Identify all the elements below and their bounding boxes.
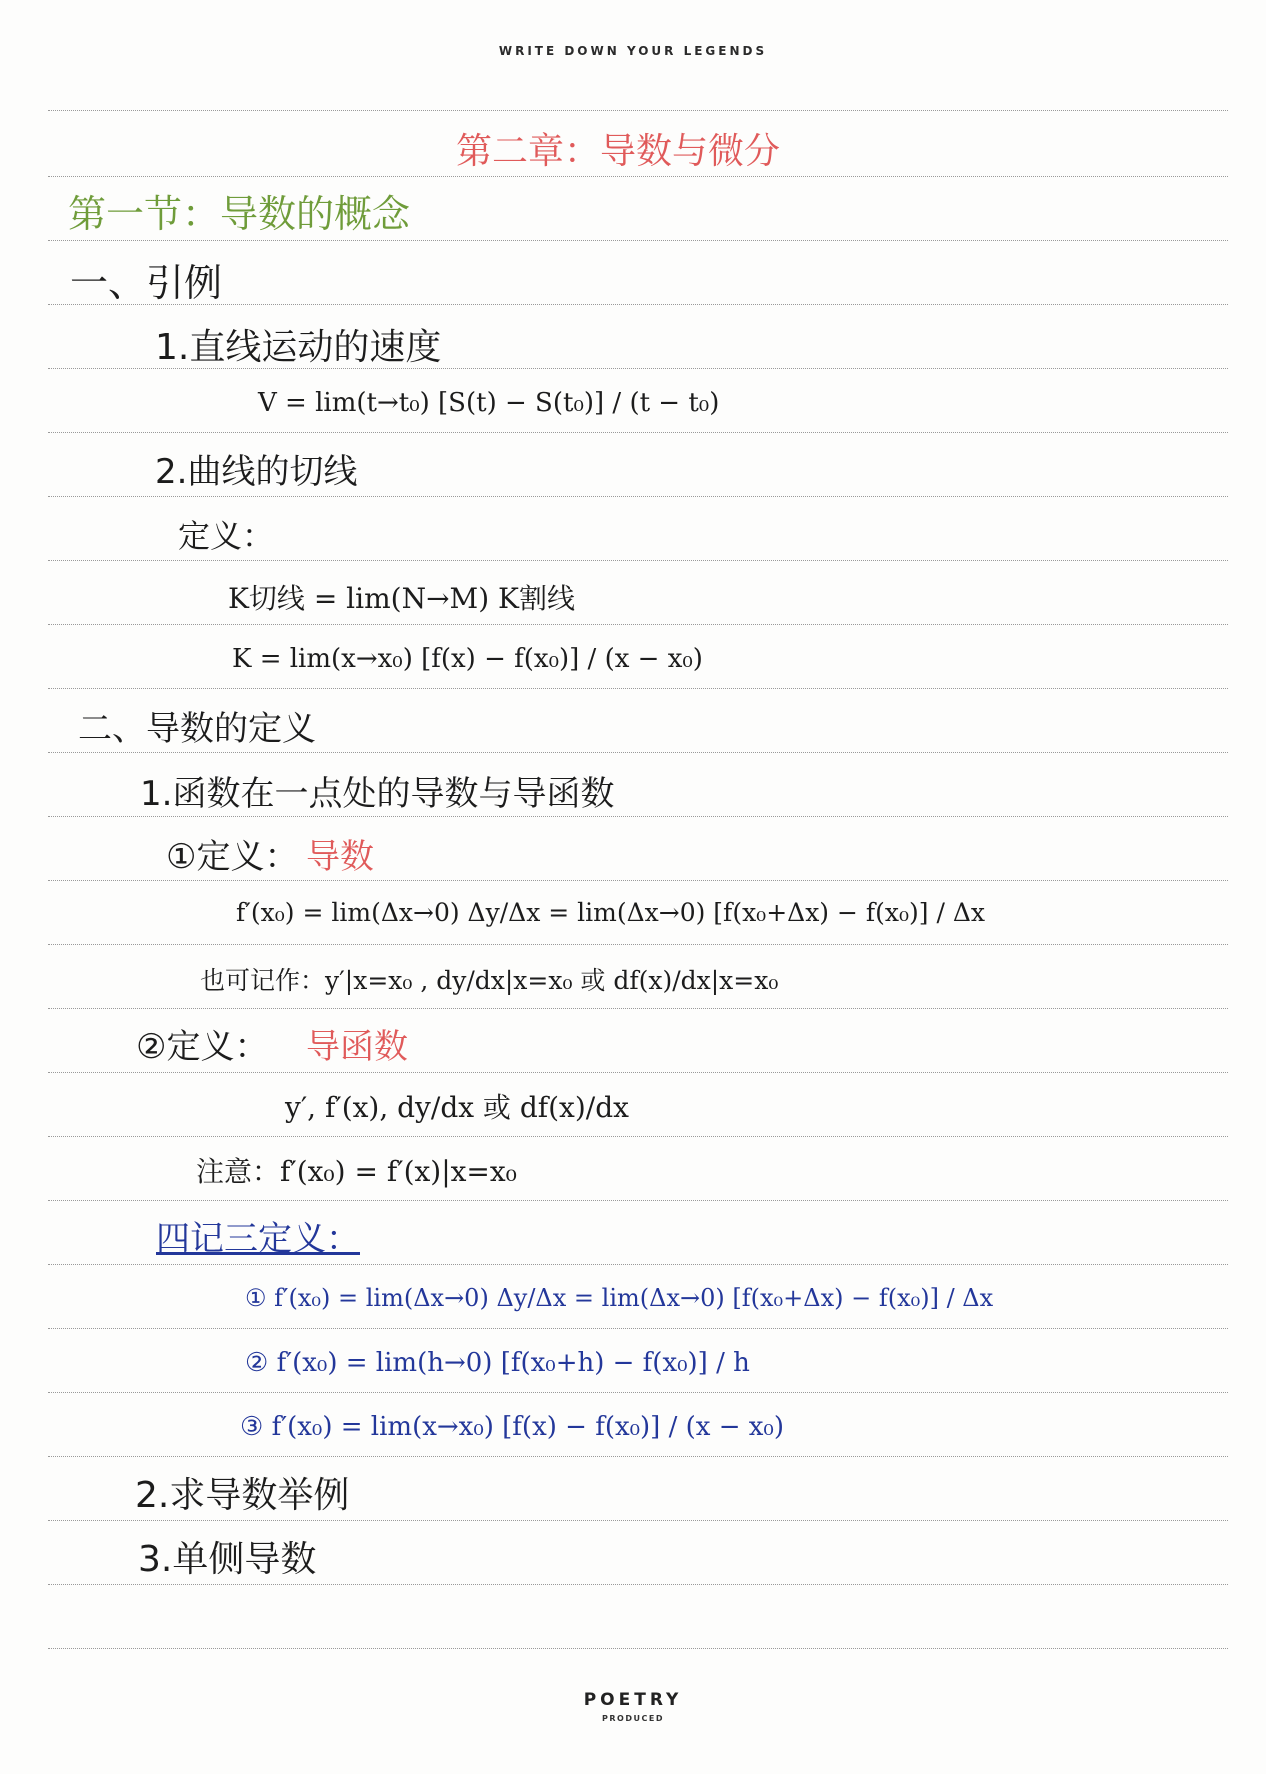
heading-derivative-definition: 二、导数的定义 (78, 709, 316, 749)
ruled-line (48, 944, 1228, 945)
ruled-line (48, 432, 1228, 433)
definition-1-label: ①定义： (166, 837, 299, 877)
footer-sub: PRODUCED (602, 1714, 664, 1723)
ruled-line (48, 1136, 1228, 1137)
formula-definition-b: ② f′(x₀) = lim(h→0) [f(x₀+h) − f(x₀)] / h (245, 1348, 750, 1378)
ruled-line (48, 1648, 1228, 1649)
ruled-line (48, 624, 1228, 625)
formula-velocity: V = lim(t→t₀) [S(t) − S(t₀)] / (t − t₀) (258, 388, 720, 418)
ruled-line (48, 496, 1228, 497)
ruled-line (48, 1008, 1228, 1009)
ruled-line (48, 1456, 1228, 1457)
ruled-line (48, 240, 1228, 241)
formula-tangent-slope: K切线 = lim(N→M) K割线 (228, 582, 575, 615)
chapter-title: 第二章：导数与微分 (456, 131, 781, 172)
formula-slope-limit: K = lim(x→x₀) [f(x) − f(x₀)] / (x − x₀) (232, 644, 703, 674)
subheading-examples: 2.求导数举例 (135, 1475, 350, 1516)
definition-2-label: ②定义： (136, 1027, 269, 1067)
ruled-line (48, 176, 1228, 177)
formula-definition-a: ① f′(x₀) = lim(Δx→0) Δy/Δx = lim(Δx→0) [f(x₀+Δx) − f(x₀)] / Δx (245, 1284, 994, 1312)
definition-label: 定义： (178, 517, 275, 555)
subheading-tangent: 2.曲线的切线 (155, 452, 358, 492)
formula-notations: y′, f′(x), dy/dx 或 df(x)/dx (285, 1091, 629, 1124)
ruled-line (48, 1072, 1228, 1073)
ruled-line (48, 1520, 1228, 1521)
definition-1-term: 导数 (306, 837, 374, 877)
ruled-line (48, 1200, 1228, 1201)
definition-2-term: 导函数 (306, 1027, 408, 1067)
ruled-line (48, 1392, 1228, 1393)
subheading-one-sided: 3.单侧导数 (138, 1539, 317, 1580)
ruled-line (48, 560, 1228, 561)
ruled-line (48, 1584, 1228, 1585)
subheading-velocity: 1.直线运动的速度 (155, 327, 442, 368)
heading-four-notes: 四记三定义： (156, 1219, 360, 1259)
ruled-line (48, 304, 1228, 305)
formula-note: 注意：f′(x₀) = f′(x)|x=x₀ (196, 1155, 517, 1188)
footer-brand: POETRY (583, 1690, 683, 1710)
formula-alt-notation: 也可记作：y′|x=x₀ , dy/dx|x=x₀ 或 df(x)/dx|x=x₀ (200, 966, 779, 995)
formula-derivative-limit: f′(x₀) = lim(Δx→0) Δy/Δx = lim(Δx→0) [f(x₀+Δx) − f(x₀)] / Δx (236, 898, 985, 927)
ruled-line (48, 1328, 1228, 1329)
section-title: 第一节：导数的概念 (68, 192, 411, 236)
ruled-line (48, 368, 1228, 369)
formula-definition-c: ③ f′(x₀) = lim(x→x₀) [f(x) − f(x₀)] / (x − x₀) (240, 1412, 784, 1442)
subheading-point-derivative: 1.函数在一点处的导数与导函数 (140, 774, 615, 814)
heading-yinli: 一、引例 (70, 261, 223, 305)
ruled-line (48, 110, 1228, 111)
footer-logo (0, 1690, 1266, 1723)
ruled-line (48, 880, 1228, 881)
header-brand: WRITE DOWN YOUR LEGENDS (498, 44, 768, 58)
ruled-line (48, 688, 1228, 689)
ruled-line (48, 752, 1228, 753)
ruled-line (48, 816, 1228, 817)
ruled-line (48, 1264, 1228, 1265)
